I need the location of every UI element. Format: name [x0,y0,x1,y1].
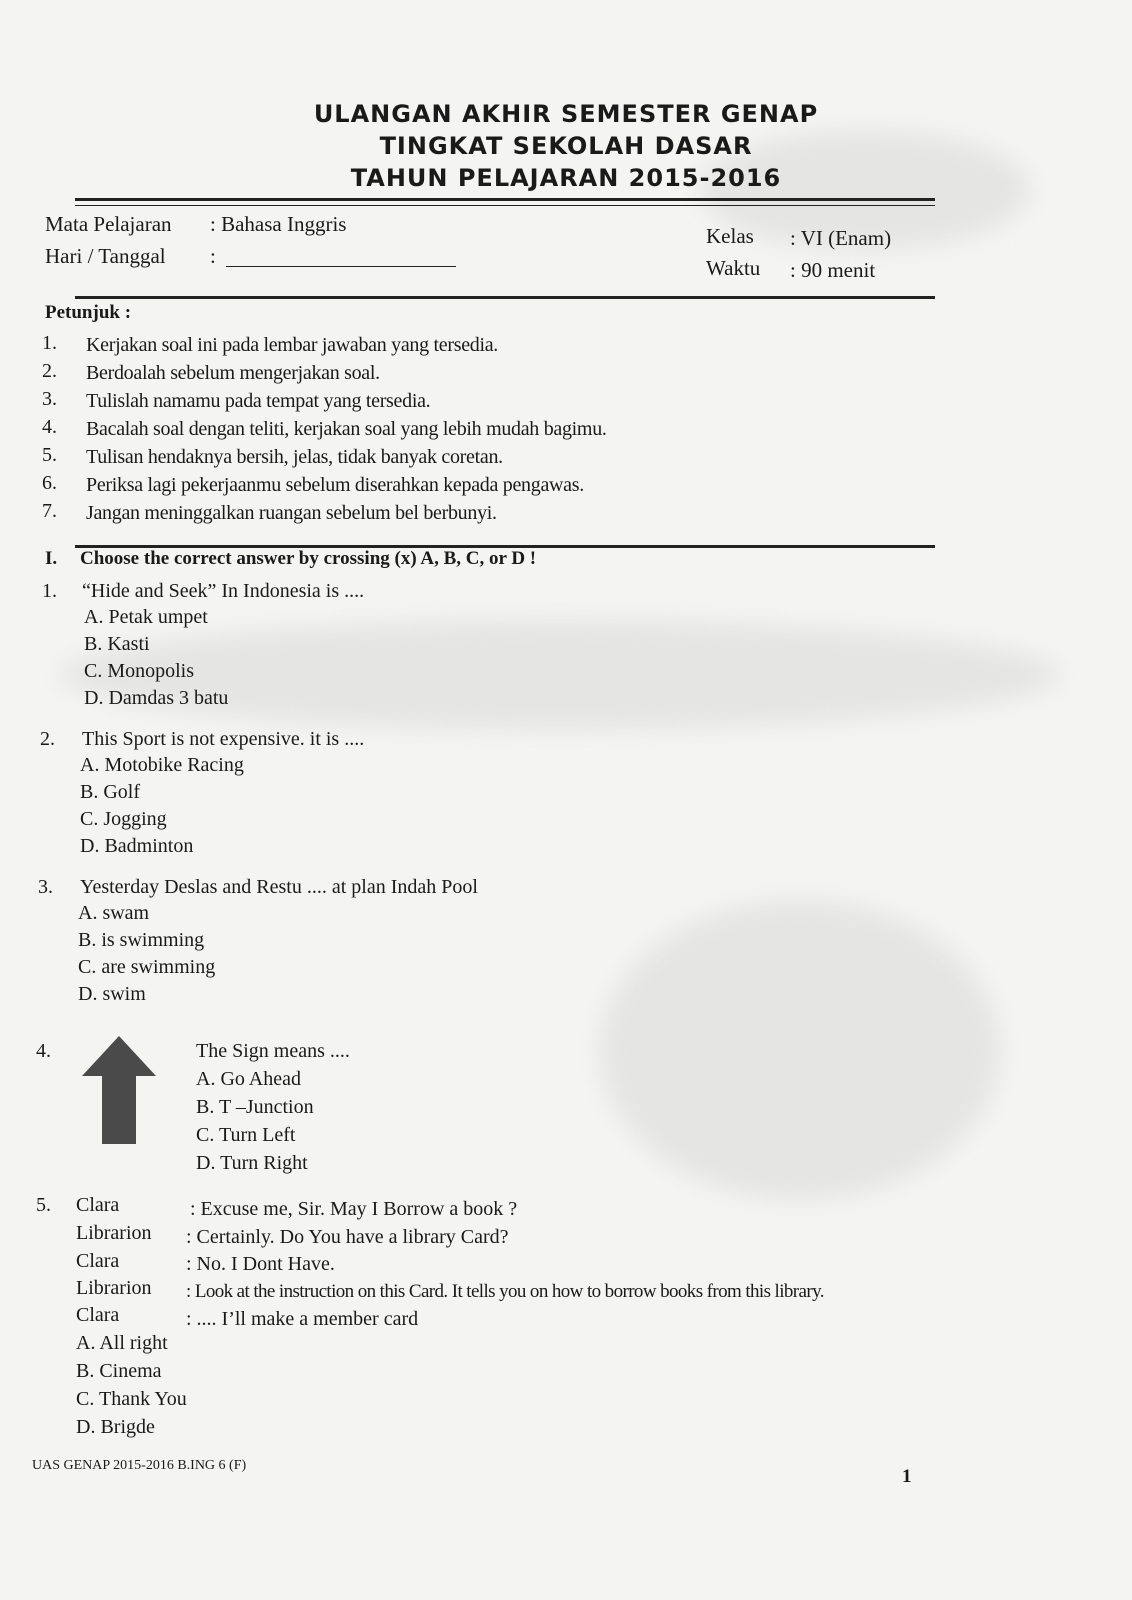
q2-text: This Sport is not expensive. it is .... [82,728,365,750]
footer-code: UAS GENAP 2015-2016 B.ING 6 (F) [32,1458,247,1473]
q5-number: 5. [36,1194,51,1216]
q4-option-b[interactable]: B. T –Junction [196,1096,314,1118]
q5-option-d[interactable]: D. Brigde [76,1416,155,1438]
subject-value: : Bahasa Inggris [210,212,347,236]
exam-title-line-1: ULANGAN AKHIR SEMESTER GENAP [313,100,819,128]
instruction-item: Tulislah namamu pada tempat yang tersedia. [86,390,431,412]
dialogue-speaker: Clara [76,1194,120,1216]
q3-option-a[interactable]: A. swam [78,902,150,924]
section-heading: Choose the correct answer by crossing (x) A, B, C, or D ! [80,548,537,569]
class-value: : VI (Enam) [790,226,892,250]
q2-option-c[interactable]: C. Jogging [80,808,167,830]
q4-option-c[interactable]: C. Turn Left [196,1124,296,1146]
dialogue-speaker: Librarion [76,1222,152,1244]
q5-option-c[interactable]: C. Thank You [76,1388,187,1410]
instruction-item: Periksa lagi pekerjaanmu sebelum diserahkan kepada pengawas. [86,474,584,496]
class-label: Kelas [706,224,754,248]
dialogue-line: : Excuse me, Sir. May I Borrow a book ? [190,1198,518,1220]
day-value: : [210,244,216,268]
exam-title-line-2: TINGKAT SEKOLAH DASAR [379,132,753,160]
dialogue-line: : No. I Dont Have. [186,1253,335,1275]
time-label: Waktu [706,256,761,280]
q4-option-a[interactable]: A. Go Ahead [196,1068,301,1090]
dialogue-line: : .... I’ll make a member card [186,1308,419,1330]
q3-option-b[interactable]: B. is swimming [78,929,205,951]
header-divider-top [75,198,935,201]
q1-number: 1. [42,580,57,602]
instruction-number: 5. [42,444,57,466]
instruction-item: Bacalah soal dengan teliti, kerjakan soal yang lebih mudah bagimu. [86,418,607,440]
q2-number: 2. [40,728,55,750]
subject-label: Mata Pelajaran [45,212,172,236]
instruction-number: 4. [42,416,57,438]
section-number: I. [45,548,58,569]
instruction-item: Kerjakan soal ini pada lembar jawaban yang tersedia. [86,334,498,356]
dialogue-speaker: Clara [76,1250,120,1272]
q1-option-d[interactable]: D. Damdas 3 batu [84,687,229,709]
arrow-up-icon [80,1034,158,1151]
day-label: Hari / Tanggal [45,244,166,268]
q3-number: 3. [38,876,53,898]
time-value: : 90 menit [790,258,876,282]
q4-option-d[interactable]: D. Turn Right [196,1152,308,1174]
show-through-smudge [600,900,1000,1200]
q3-text: Yesterday Deslas and Restu .... at plan Indah Pool [80,876,478,898]
q1-option-c[interactable]: C. Monopolis [84,660,195,682]
dialogue-speaker: Librarion [76,1277,152,1299]
instruction-item: Berdoalah sebelum mengerjakan soal. [86,362,380,384]
q4-text: The Sign means .... [196,1040,350,1062]
q5-option-b[interactable]: B. Cinema [76,1360,162,1382]
dialogue-line: : Certainly. Do You have a library Card? [186,1226,509,1248]
q2-option-b[interactable]: B. Golf [80,781,140,803]
instructions-heading: Petunjuk : [45,302,132,323]
page-number: 1 [902,1466,912,1487]
instruction-number: 7. [42,500,57,522]
dialogue-line: : Look at the instruction on this Card. It tells you on how to borrow books from this library. [186,1281,824,1302]
exam-title-line-3: TAHUN PELAJARAN 2015-2016 [350,164,782,192]
q5-option-a[interactable]: A. All right [76,1332,168,1354]
q3-option-d[interactable]: D. swim [78,983,146,1005]
q1-option-a[interactable]: A. Petak umpet [84,606,208,628]
instruction-number: 6. [42,472,57,494]
q2-option-a[interactable]: A. Motobike Racing [80,754,244,776]
date-blank-line[interactable] [226,248,456,272]
instruction-number: 3. [42,388,57,410]
header-divider-top-thin [75,205,935,206]
q3-option-c[interactable]: C. are swimming [78,956,216,978]
q1-option-b[interactable]: B. Kasti [84,633,150,655]
info-divider [75,296,935,299]
show-through-smudge [60,620,1060,730]
instruction-item: Tulisan hendaknya bersih, jelas, tidak banyak coretan. [86,446,503,468]
instruction-item: Jangan meninggalkan ruangan sebelum bel berbunyi. [86,502,497,524]
instruction-number: 1. [42,332,57,354]
q4-number: 4. [36,1040,51,1062]
q1-text: “Hide and Seek” In Indonesia is .... [82,580,365,602]
dialogue-speaker: Clara [76,1304,120,1326]
q2-option-d[interactable]: D. Badminton [80,835,194,857]
instruction-number: 2. [42,360,57,382]
